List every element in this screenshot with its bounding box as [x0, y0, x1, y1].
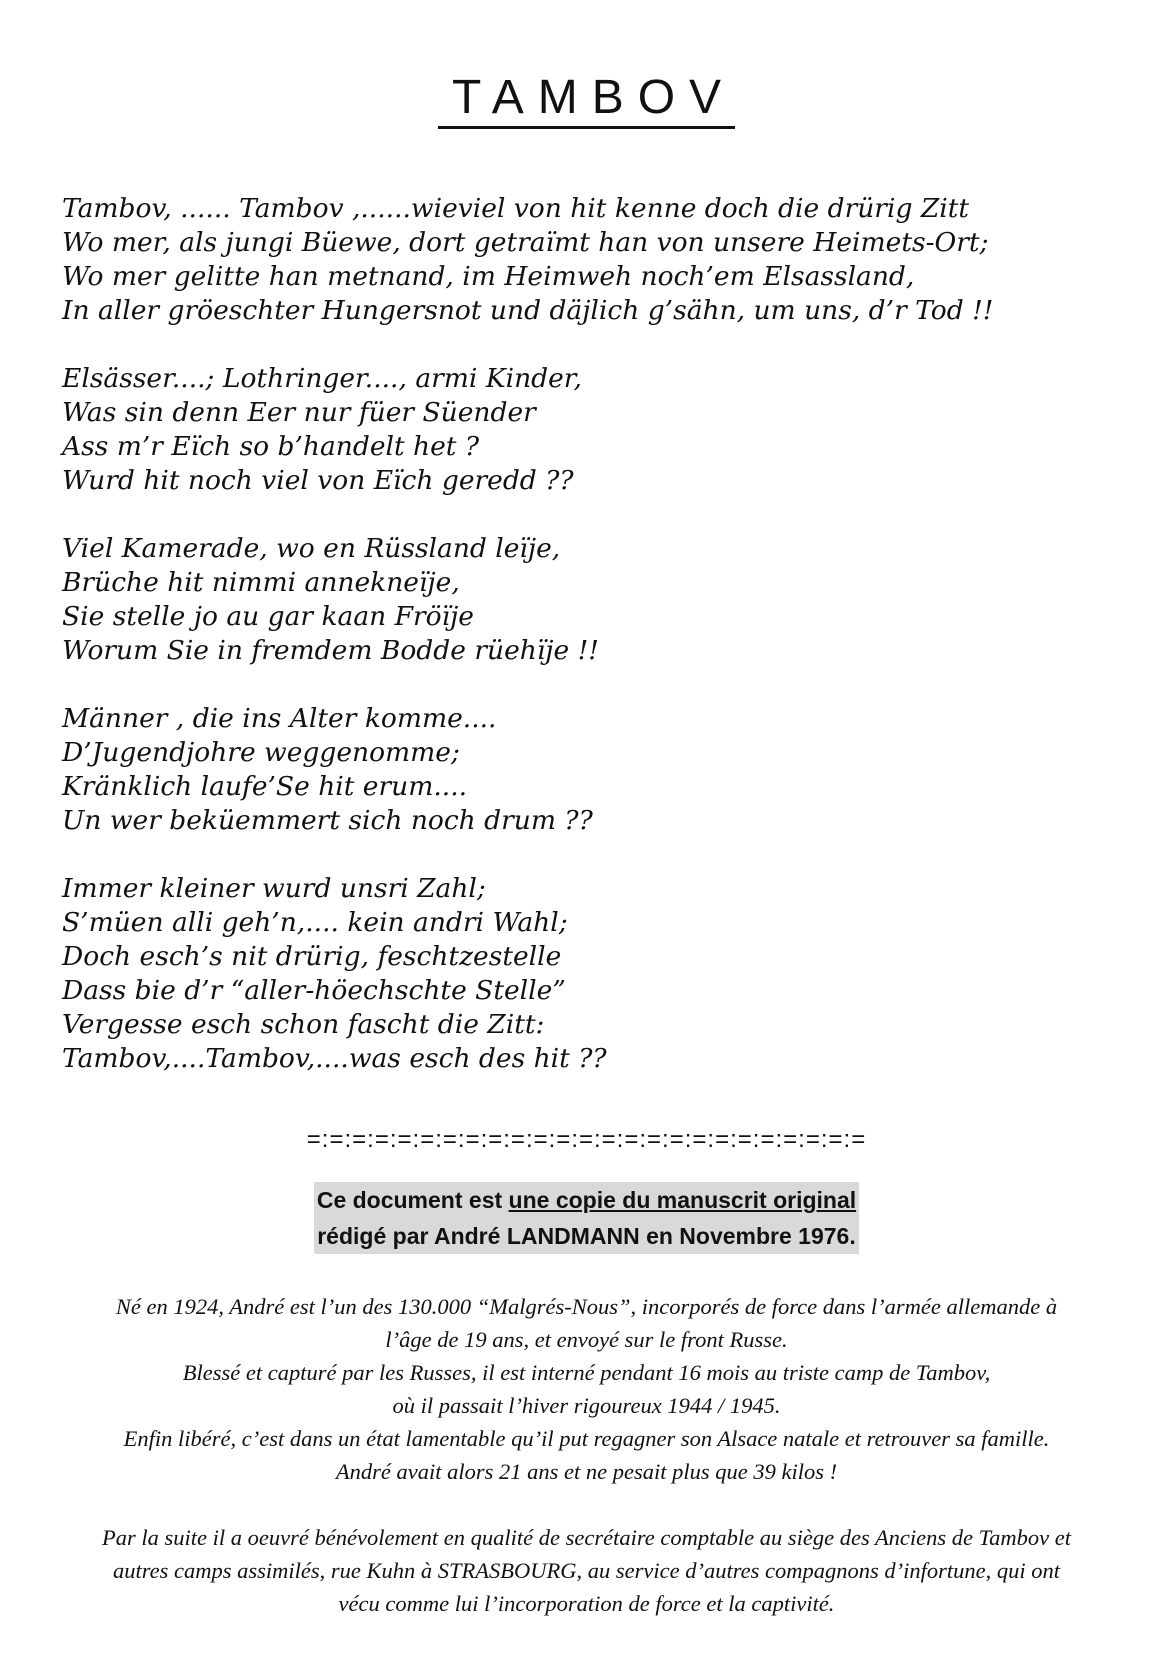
- note-underlined: une copie du manuscrit original: [508, 1187, 857, 1213]
- note-line-2: rédigé par André LANDMANN en Novembre 1976.: [314, 1218, 859, 1254]
- poem-line: D’Jugendjohre weggenomme;: [62, 737, 460, 768]
- poem-line: Tambov,....Tambov,....was esch des hit ??: [62, 1043, 607, 1074]
- poem-line: Kränklich laufe’Se hit erum....: [62, 771, 468, 802]
- bio-line: où il passait l’hiver rigoureux 1944 / 1945.: [392, 1393, 781, 1418]
- poem-line: Elsässer....; Lothringer...., armi Kinder,: [62, 363, 582, 394]
- poem-line: Wo mer gelitte han metnand, im Heimweh noch’em Elsassland,: [62, 261, 915, 292]
- poem-line: S’müen alli geh’n,.... kein andri Wahl;: [62, 907, 568, 938]
- bio-line: autres camps assimilés, rue Kuhn à STRASBOURG, au service d’autres compagnons d’infortune, qui ont: [113, 1558, 1060, 1583]
- note-prefix: Ce document est: [316, 1187, 509, 1213]
- poem-line: Immer kleiner wurd unsri Zahl;: [62, 873, 486, 904]
- poem-stanza-1: [62, 192, 1122, 328]
- poem-line: Viel Kamerade, wo en Rüssland leïje,: [62, 533, 561, 564]
- poem: [62, 192, 1122, 1110]
- poem-stanza-5: [62, 872, 1122, 1076]
- poem-stanza-2: [62, 362, 1122, 498]
- bio-line: André avait alors 21 ans et ne pesait plus que 39 kilos !: [335, 1459, 838, 1484]
- poem-line: Un wer beküemmert sich noch drum ??: [62, 805, 593, 836]
- manuscript-note: [0, 1182, 1173, 1254]
- poem-line: Doch esch’s nit drürig, feschtzestelle: [62, 941, 562, 972]
- bio-line: Enfin libéré, c’est dans un état lamentable qu’il put regagner son Alsace natale et retrouver sa famille.: [123, 1426, 1050, 1451]
- page-title: [0, 70, 1173, 129]
- note-line-1: [314, 1182, 859, 1218]
- bio-line: l’âge de 19 ans, et envoyé sur le front Russe.: [385, 1327, 788, 1352]
- poem-line: Wurd hit noch viel von Eïch geredd ??: [62, 465, 574, 496]
- separator-line: =:=:=:=:=:=:=:=:=:=:=:=:=:=:=:=:=:=:=:=:=:=:=:=:=: [306, 1126, 867, 1153]
- poem-line: Tambov, ...... Tambov ,......wieviel von hit kenne doch die drürig Zitt: [62, 193, 970, 224]
- poem-stanza-3: [62, 532, 1122, 668]
- poem-line: Männer , die ins Alter komme....: [62, 703, 497, 734]
- poem-line: Sie stelle jo au gar kaan Fröïje: [62, 601, 474, 632]
- bio-line: Né en 1924, André est l’un des 130.000 “Malgrés-Nous”, incorporés de force dans l’armée allemande à: [115, 1294, 1058, 1319]
- poem-line: Vergesse esch schon fascht die Zitt:: [62, 1009, 545, 1040]
- poem-line: Dass bie d’r “aller-höechschte Stelle”: [62, 975, 566, 1006]
- poem-line: Brüche hit nimmi annekneïje,: [62, 567, 460, 598]
- bio-line: Par la suite il a oeuvré bénévolement en qualité de secrétaire comptable au siège des Anciens de Tambov et: [102, 1525, 1071, 1550]
- poem-line: Was sin denn Eer nur füer Süender: [62, 397, 536, 428]
- bio-line: vécu comme lui l’incorporation de force et la captivité.: [338, 1591, 835, 1616]
- bio-line: Blessé et capturé par les Russes, il est interné pendant 16 mois au triste camp de Tambov,: [182, 1360, 991, 1385]
- poem-line: Worum Sie in fremdem Bodde rüehïje !!: [62, 635, 599, 666]
- poem-line: Wo mer, als jungi Büewe, dort getraïmt han von unsere Heimets-Ort;: [62, 227, 989, 258]
- page-title-text: TAMBOV: [438, 70, 735, 129]
- biography: [40, 1290, 1133, 1620]
- poem-line: In aller gröeschter Hungersnot und däjlich g’sähn, um uns, d’r Tod !!: [62, 295, 994, 326]
- paragraph-gap: [40, 1488, 1133, 1521]
- poem-line: Ass m’r Eïch so b’handelt het ?: [62, 431, 480, 462]
- poem-stanza-4: [62, 702, 1122, 838]
